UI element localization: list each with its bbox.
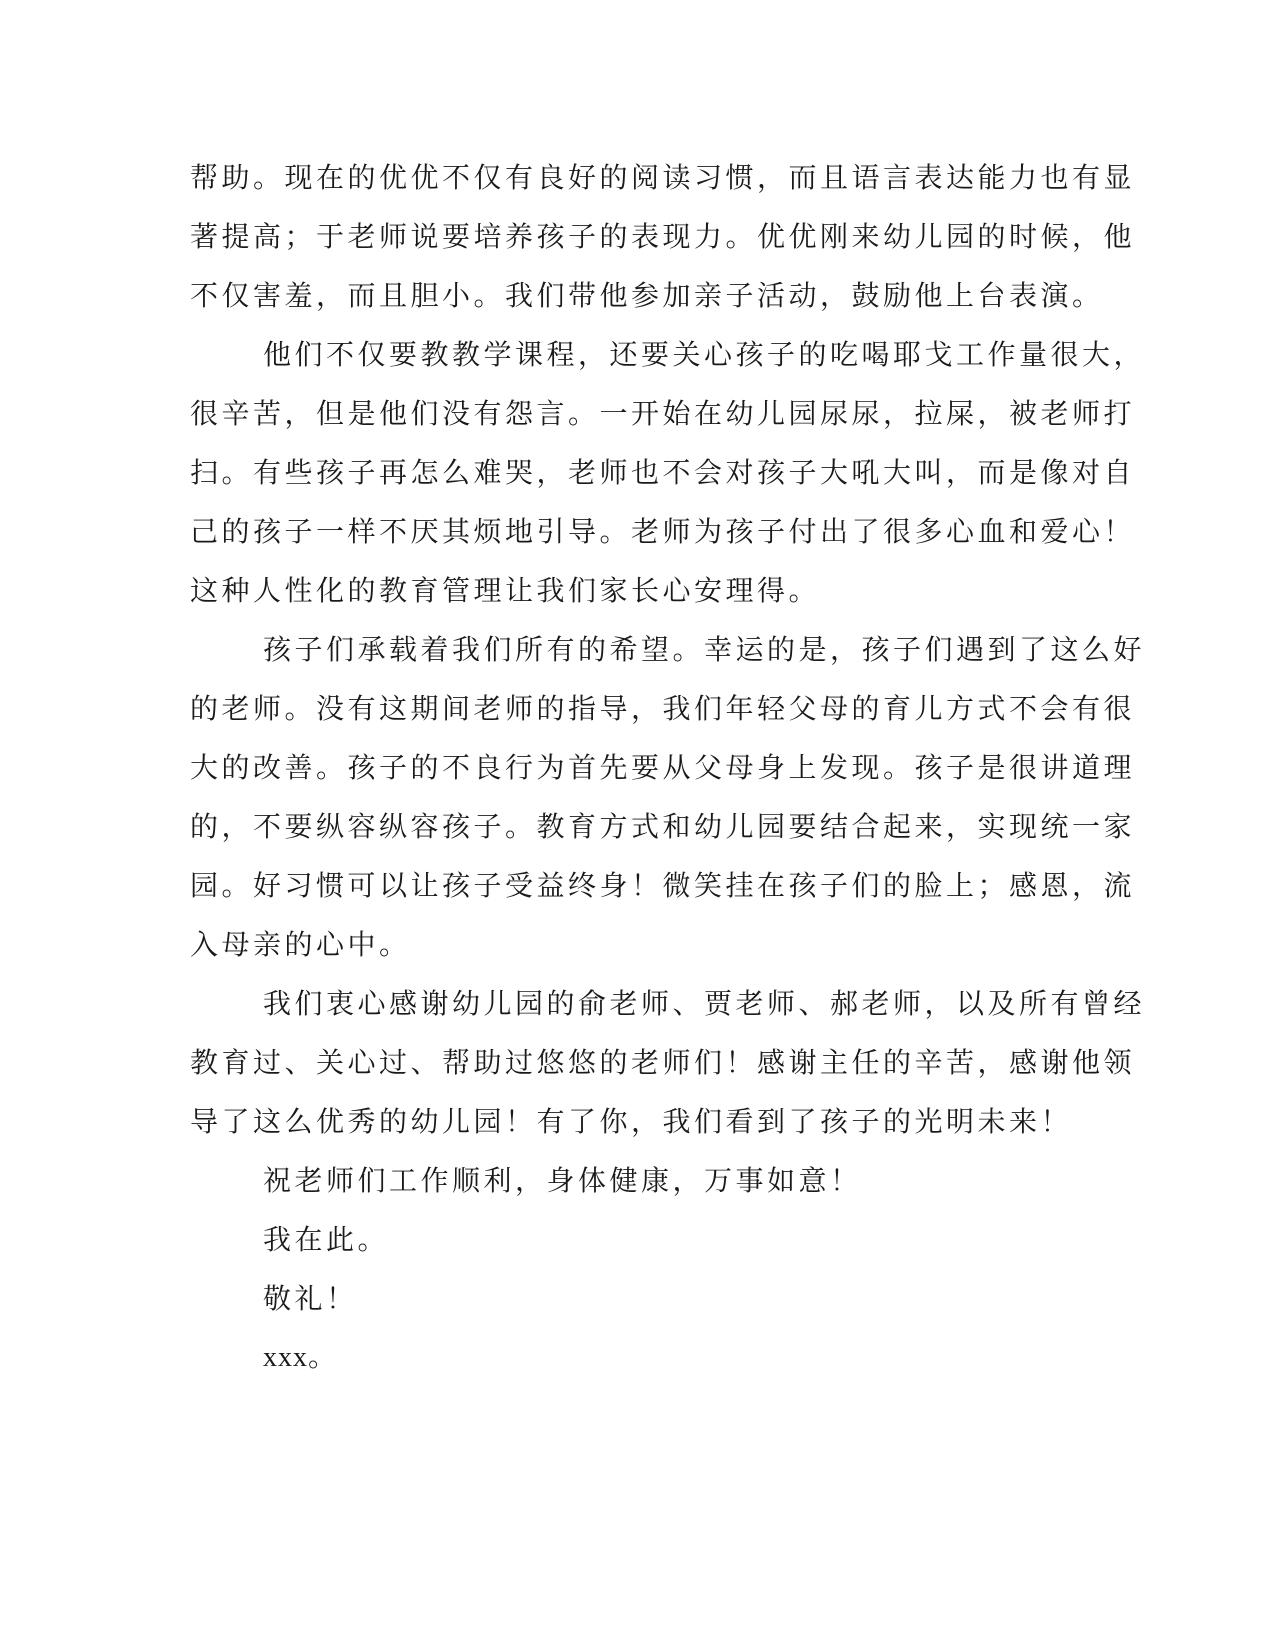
text-line: 导了这么优秀的幼儿园！有了你，我们看到了孩子的光明未来！	[190, 1105, 1073, 1138]
paragraph-start-line: 孩子们承载着我们所有的希望。幸运的是，孩子们遇到了这么好	[263, 633, 1146, 666]
text-line: 不仅害羞，而且胆小。我们带他参加亲子活动，鼓励他上台表演。	[190, 279, 1104, 312]
text-line: 园。好习惯可以让孩子受益终身！微笑挂在孩子们的脸上；感恩，流	[190, 869, 1136, 902]
paragraph-start-line: 他们不仅要教教学课程，还要关心孩子的吃喝耶戈工作量很大，	[263, 338, 1146, 371]
text-line: 帮助。现在的优优不仅有良好的阅读习惯，而且语言表达能力也有显	[190, 161, 1136, 194]
text-line: 很辛苦，但是他们没有怨言。一开始在幼儿园尿尿，拉屎，被老师打	[190, 397, 1136, 430]
text-line: 教育过、关心过、帮助过悠悠的老师们！感谢主任的辛苦，感谢他领	[190, 1046, 1136, 1079]
paragraph-start-line: 我们衷心感谢幼儿园的俞老师、贾老师、郝老师，以及所有曾经	[263, 987, 1146, 1020]
text-line: 己的孩子一样不厌其烦地引导。老师为孩子付出了很多心血和爱心！	[190, 515, 1136, 548]
text-line: 的老师。没有这期间老师的指导，我们年轻父母的育儿方式不会有很	[190, 692, 1136, 725]
salutation: 敬礼！	[263, 1282, 358, 1315]
signature: xxx。	[263, 1342, 338, 1373]
text-line: 这种人性化的教育管理让我们家长心安理得。	[190, 574, 821, 607]
text-line: 大的改善。孩子的不良行为首先要从父母身上发现。孩子是很讲道理	[190, 751, 1136, 784]
text-line: 著提高；于老师说要培养孩子的表现力。优优刚来幼儿园的时候，他	[190, 220, 1136, 253]
text-line: 入母亲的心中。	[190, 928, 411, 961]
text-line: 的，不要纵容纵容孩子。教育方式和幼儿园要结合起来，实现统一家	[190, 810, 1136, 843]
closing-line: 我在此。	[263, 1223, 390, 1256]
text-line: 扫。有些孩子再怎么难哭，老师也不会对孩子大吼大叫，而是像对自	[190, 456, 1136, 489]
closing-wishes: 祝老师们工作顺利，身体健康，万事如意！	[263, 1164, 862, 1197]
